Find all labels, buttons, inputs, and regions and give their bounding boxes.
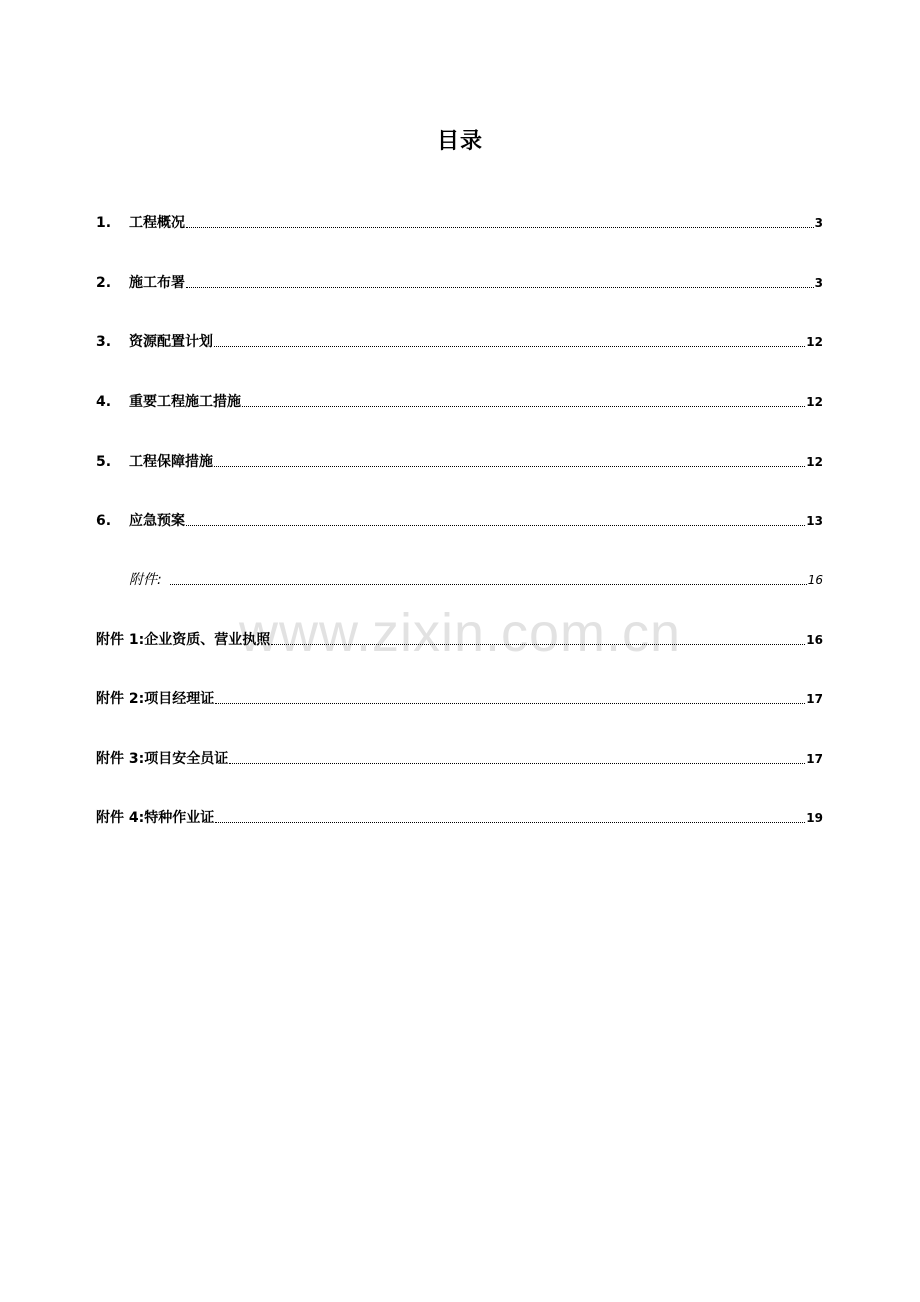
toc-entry-appendix-4[interactable]: [96, 805, 823, 827]
toc-entry-5[interactable]: [96, 449, 823, 471]
dot-leader: [215, 822, 805, 823]
dot-leader: [229, 763, 805, 764]
toc-entry-number: 3.: [96, 334, 112, 350]
dot-leader: [186, 227, 814, 228]
toc-entry-label: 附件:: [129, 572, 162, 588]
toc-entry-label: 工程保障措施: [129, 454, 213, 470]
toc-entry-page: 3: [814, 216, 823, 230]
dot-leader: [170, 584, 807, 585]
toc-entry-page: 17: [806, 752, 823, 766]
page-title: 目录: [436, 129, 483, 154]
dot-leader: [186, 525, 805, 526]
toc-entry-number: 1.: [96, 215, 112, 231]
toc-entry-page: 19: [806, 811, 823, 825]
dot-leader: [214, 466, 805, 467]
dot-leader: [271, 644, 805, 645]
toc-entry-label: 附件 4:特种作业证: [96, 810, 215, 826]
toc-entry-appendix-1[interactable]: [96, 627, 823, 649]
dot-leader: [186, 287, 814, 288]
toc-entry-number: 2.: [96, 275, 112, 291]
toc-entry-page: 3: [814, 276, 823, 290]
toc-entry-label: 附件 3:项目安全员证: [96, 751, 229, 767]
toc-entry-page: 13: [806, 514, 823, 528]
dot-leader: [215, 703, 805, 704]
dot-leader: [214, 346, 805, 347]
toc-entry-page: 16: [806, 633, 823, 647]
toc-entry-page: 12: [806, 335, 823, 349]
toc-entry-label: 附件 2:项目经理证: [96, 691, 215, 707]
toc-entry-2[interactable]: [96, 270, 823, 292]
toc-entry-number: 6.: [96, 513, 112, 529]
toc-entry-appendix-2[interactable]: [96, 686, 823, 708]
toc-entry-label: 施工布署: [129, 275, 185, 291]
toc-entry-label: 应急预案: [129, 513, 185, 529]
toc-entry-number: 4.: [96, 394, 112, 410]
dot-leader: [242, 406, 805, 407]
toc-entry-appendix-heading[interactable]: [129, 567, 823, 589]
toc-entry-1[interactable]: [96, 210, 823, 232]
toc-entry-page: 17: [806, 692, 823, 706]
toc-entry-label: 工程概况: [129, 215, 185, 231]
toc-entry-3[interactable]: [96, 329, 823, 351]
toc-entry-label: 资源配置计划: [129, 334, 213, 350]
toc-entry-page: 12: [806, 455, 823, 469]
toc-entry-label: 重要工程施工措施: [129, 394, 241, 410]
toc-entry-number: 5.: [96, 454, 112, 470]
toc-entry-4[interactable]: [96, 389, 823, 411]
toc-entry-6[interactable]: [96, 508, 823, 530]
toc-entry-label: 附件 1:企业资质、营业执照: [96, 632, 271, 648]
watermark: www.zixin.com.cn: [238, 603, 682, 663]
toc-entry-page: 12: [806, 395, 823, 409]
toc-entry-page: 16: [807, 573, 823, 587]
toc-entry-appendix-3[interactable]: [96, 746, 823, 768]
